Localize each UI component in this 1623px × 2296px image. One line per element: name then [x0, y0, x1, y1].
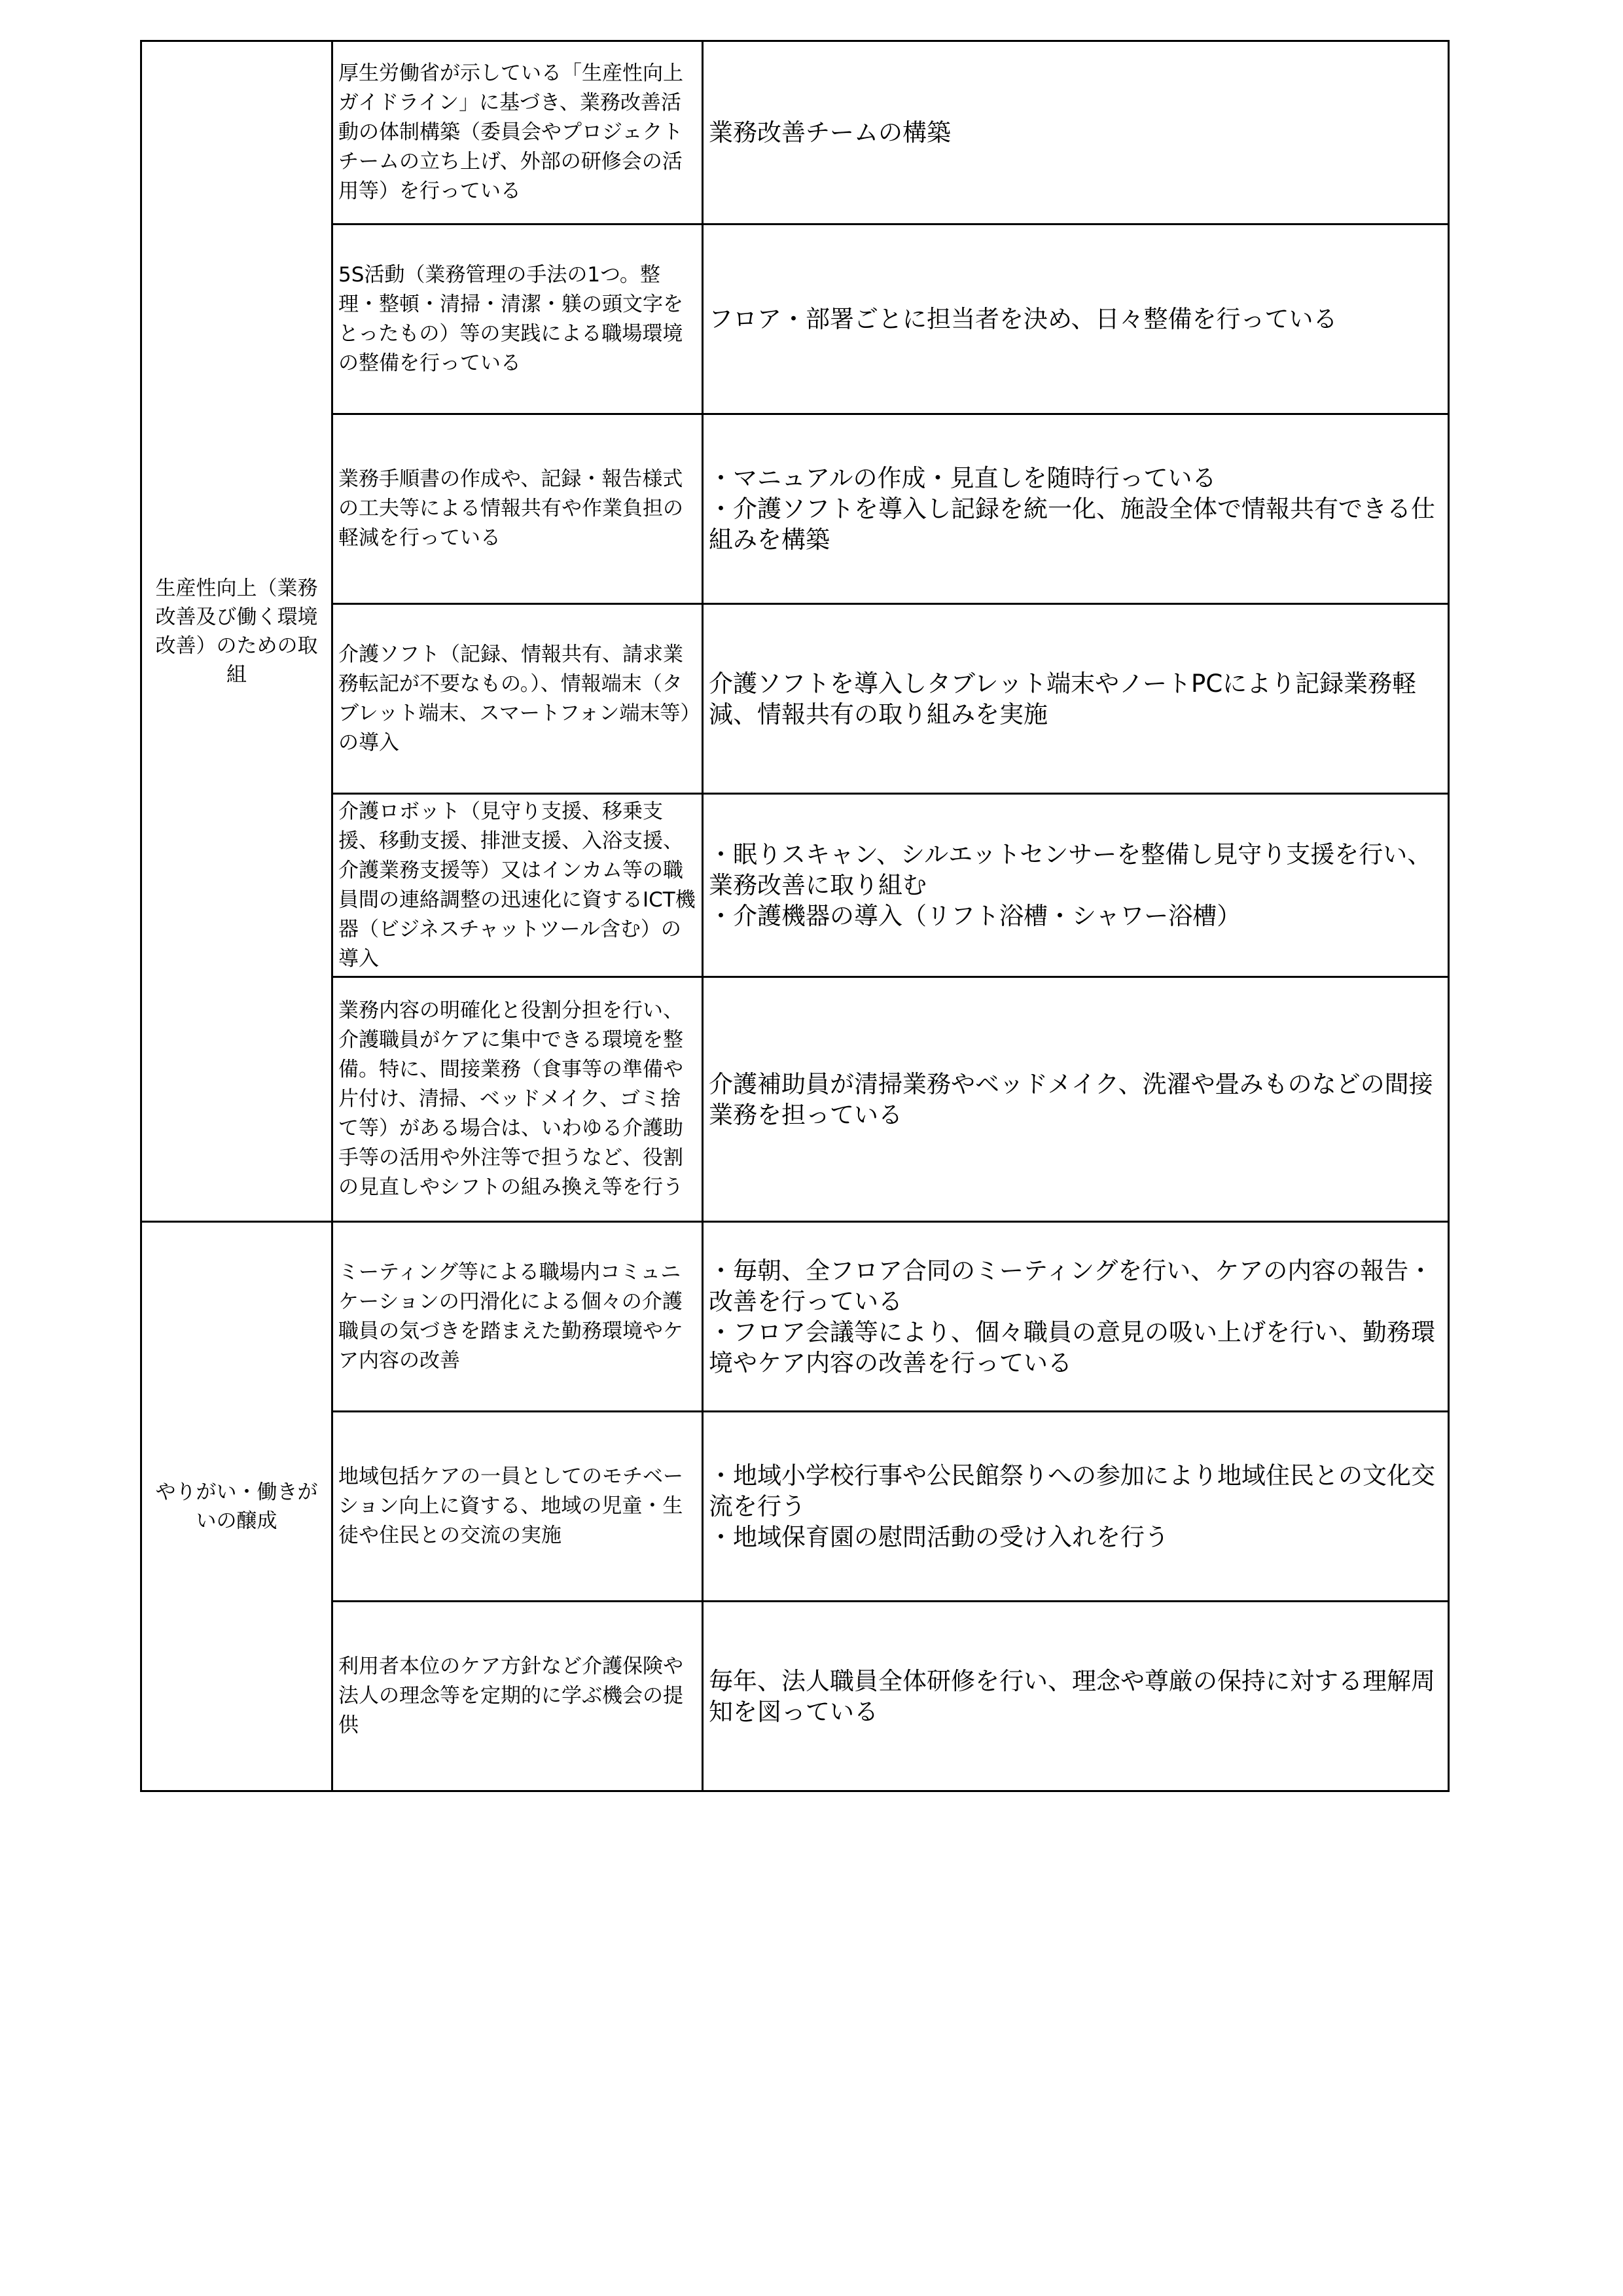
item-description: 業務手順書の作成や、記録・報告様式の工夫等による情報共有や作業負担の軽減を行っている: [332, 414, 703, 604]
detail-line: ・眠りスキャン、シルエットセンサーを整備し見守り支援を行い、業務改善に取り組む: [709, 840, 1432, 899]
item-description: 介護ロボット（見守り支援、移乗支援、移動支援、排泄支援、入浴支援、介護業務支援等）又はインカム等の職員間の連絡調整の迅速化に資するICT機器（ビジネスチャットツール含む）の導入: [332, 794, 703, 977]
category-label: やりがい・働きがいの醸成: [141, 1222, 332, 1791]
table-row: [141, 1602, 1449, 1791]
detail-line: ・フロア会議等により、個々職員の意見の吸い上げを行い、勤務環境やケア内容の改善を行っている: [709, 1318, 1435, 1377]
detail-line: 業務改善チームの構築: [709, 118, 951, 147]
detail-line: 介護ソフトを導入しタブレット端末やノートPCにより記録業務軽減、情報共有の取り組みを実施: [709, 669, 1417, 728]
item-detail: [703, 224, 1449, 414]
detail-line: 毎年、法人職員全体研修を行い、理念や尊厳の保持に対する理解周知を図っている: [709, 1666, 1435, 1726]
detail-line: ・介護ソフトを導入し記録を統一化、施設全体で情報共有できる仕組みを構築: [709, 495, 1435, 554]
detail-line: ・毎朝、全フロア合同のミーティングを行い、ケアの内容の報告・改善を行っている: [709, 1256, 1433, 1316]
detail-line: ・地域小学校行事や公民館祭りへの参加により地域住民との文化交流を行う: [709, 1462, 1435, 1520]
item-detail: [703, 1602, 1449, 1791]
table-row: [141, 794, 1449, 977]
detail-line: ・地域保育園の慰問活動の受け入れを行う: [709, 1523, 1169, 1551]
detail-line: フロア・部署ごとに担当者を決め、日々整備を行っている: [709, 305, 1338, 333]
item-detail: [703, 794, 1449, 977]
item-description: 介護ソフト（記録、情報共有、請求業務転記が不要なもの。）、情報端末（タブレット端末、スマートフォン端末等）の導入: [332, 604, 703, 794]
item-description: 利用者本位のケア方針など介護保険や法人の理念等を定期的に学ぶ機会の提供: [332, 1602, 703, 1791]
detail-line: 介護補助員が清掃業務やベッドメイク、洗濯や畳みものなどの間接業務を担っている: [709, 1069, 1433, 1129]
item-description: ミーティング等による職場内コミュニケーションの円滑化による個々の介護職員の気づきを踏まえた勤務環境やケア内容の改善: [332, 1222, 703, 1412]
improvement-measures-table: [140, 40, 1450, 1792]
item-detail: [703, 977, 1449, 1222]
table-row: [141, 414, 1449, 604]
table-row: [141, 1222, 1449, 1412]
item-description: 5S活動（業務管理の手法の1つ。整理・整頓・清掃・清潔・躾の頭文字をとったもの）等の実践による職場環境の整備を行っている: [332, 224, 703, 414]
table-row: [141, 224, 1449, 414]
item-detail: [703, 414, 1449, 604]
table-row: [141, 1412, 1449, 1602]
item-description: 地域包括ケアの一員としてのモチベーション向上に資する、地域の児童・生徒や住民との交流の実施: [332, 1412, 703, 1602]
detail-line: ・介護機器の導入（リフト浴槽・シャワー浴槽）: [709, 902, 1241, 930]
category-label: 生産性向上（業務改善及び働く環境改善）のための取組: [141, 41, 332, 1222]
item-detail: [703, 1222, 1449, 1412]
item-detail: [703, 41, 1449, 224]
table-row: [141, 41, 1449, 224]
table-row: [141, 977, 1449, 1222]
detail-line: ・マニュアルの作成・見直しを随時行っている: [709, 464, 1217, 492]
item-detail: [703, 604, 1449, 794]
item-description: 業務内容の明確化と役割分担を行い、介護職員がケアに集中できる環境を整備。特に、間接業務（食事等の準備や片付け、清掃、ベッドメイク、ゴミ捨て等）がある場合は、いわゆる介護助手等の活用や外注等で担うなど、役割の見直しやシフトの組み換え等を行う: [332, 977, 703, 1222]
item-detail: [703, 1412, 1449, 1602]
table-row: [141, 604, 1449, 794]
item-description: 厚生労働省が示している「生産性向上ガイドライン」に基づき、業務改善活動の体制構築（委員会やプロジェクトチームの立ち上げ、外部の研修会の活用等）を行っている: [332, 41, 703, 224]
